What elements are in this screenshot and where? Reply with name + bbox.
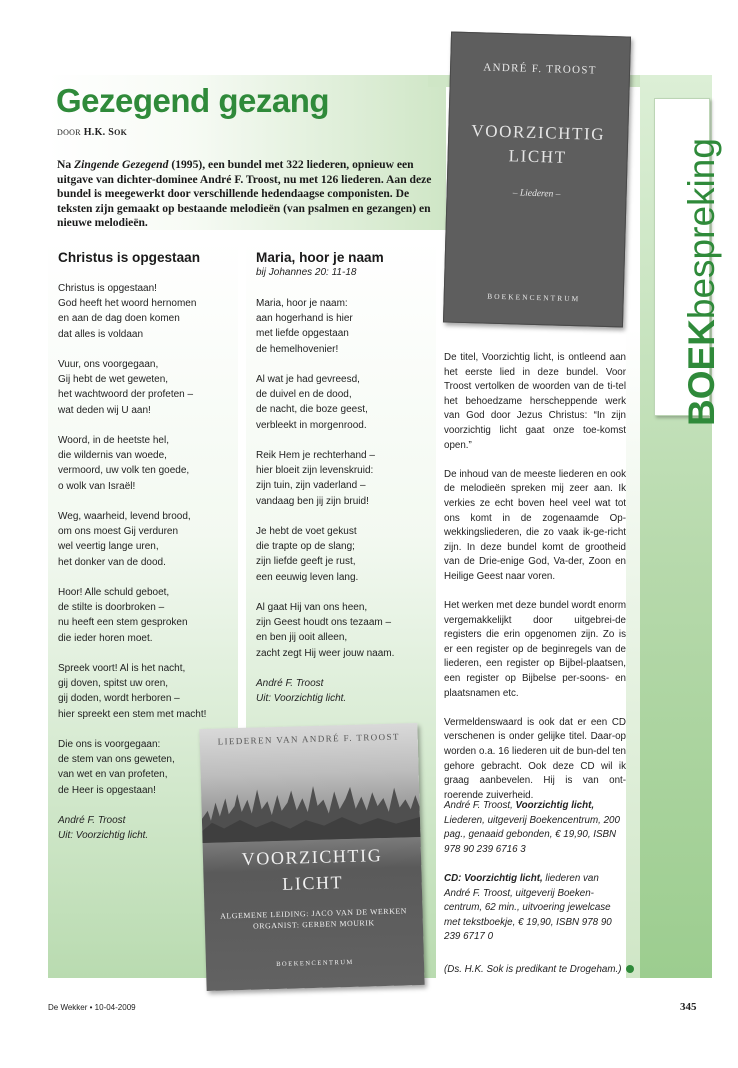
- poem-line: hier bloeit zijn levenskruid:: [256, 465, 374, 477]
- poem-line: Spreek voort! Al is het nacht,: [58, 663, 186, 674]
- cd-reference: [444, 872, 626, 945]
- poem-line: zijn tuin, zijn vaderland –: [256, 480, 366, 492]
- poem-stanza: [256, 524, 394, 585]
- poem-line: nu heeft een stem gesproken: [58, 617, 188, 629]
- poem-line: een eeuwig leven lang.: [256, 571, 359, 583]
- byline-author-first: H.K.: [83, 127, 109, 138]
- poem-line: vandaag ben jij zijn bruid!: [256, 495, 369, 507]
- poem-line: Hoor! Alle schuld geboet,: [58, 587, 170, 598]
- poem-stanza: [58, 509, 206, 570]
- byline-author-initial: S: [108, 127, 115, 138]
- poem-line: Vuur, ons voorgegaan,: [58, 359, 159, 370]
- review-paragraph: De titel, Voorzichtig licht, is ontleend aan het eerste lied in deze bundel. Voor Troost vertolken de woorden van de ti-tel het behoedzame herscheppende werk van God door Jezus Christus: “In zijn voorzichtig licht gaat onze toe-komst open.”: [444, 352, 626, 451]
- poem-line: hier spreekt een stem met macht!: [58, 708, 207, 720]
- poem-stanza: [58, 585, 206, 646]
- book-ref-author: André F. Troost,: [444, 800, 516, 811]
- cd-cover-credit-line2: ORGANIST: GERBEN MOURIK: [252, 918, 375, 931]
- article-title: Gezegend gezang: [56, 82, 330, 119]
- poem-line: Christus is opgestaan!: [58, 283, 157, 294]
- poem-line: Weg, waarheid, levend brood,: [58, 511, 191, 522]
- poem2-subtitle: bij Johannes 20: 11-18: [256, 267, 357, 278]
- poem-line: zijn Geest houdt ons tezaam –: [256, 617, 392, 629]
- book-ref-title: Voorzichtig licht,: [515, 800, 595, 811]
- byline: [57, 127, 127, 138]
- poem-line: Al wat je had gevreesd,: [256, 374, 360, 385]
- footer-publication: De Wekker • 10-04-2009: [48, 1003, 136, 1012]
- author-note-text: (Ds. H.K. Sok is predikant te Drogeham.): [444, 964, 622, 975]
- poem-line: die ieder horen moet.: [58, 632, 153, 644]
- poem-line: o wolk van Israël!: [58, 480, 136, 492]
- cover-publisher: BOEKENCENTRUM: [487, 291, 581, 304]
- review-paragraph: Vermeldenswaard is ook dat er een CD verschenen is onder gelijke titel. Daar-op worden o.a. 16 liederen uit de bun-del ten gehore gebracht. Ook deze CD wil ik graag aanbevelen. Hij is van ont-roerende zuiverheid.: [444, 716, 626, 801]
- byline-prefix: DOOR: [57, 128, 81, 137]
- poem-credit-author: André F. Troost: [58, 815, 126, 826]
- poem-line: vermoord, uw volk ten goede,: [58, 465, 190, 477]
- poem-line: de nacht, die boze geest,: [256, 404, 368, 416]
- end-mark-dot-icon: [626, 965, 634, 973]
- cd-ref-details: liederen van André F. Troost, uitgeverij Boeken-centrum, 62 min., uitvoering jewelcase met tekstboekje, € 19,90, ISBN 978 90 239 6717 0: [444, 872, 612, 943]
- intro-book-title: Zingende Gezegend: [74, 158, 169, 171]
- poem-line: dat alles is voldaan: [58, 328, 144, 340]
- poem-stanza: [58, 661, 206, 722]
- byline-author-rest: OK: [114, 128, 128, 137]
- cd-ref-title: CD: Voorzichtig licht,: [444, 872, 543, 884]
- poem-line: aan hogerhand is hier: [256, 313, 353, 325]
- poem-line: Die ons is voorgegaan:: [58, 739, 161, 750]
- poem-line: God heeft het woord hernomen: [58, 298, 197, 310]
- poem2-body: [256, 296, 394, 706]
- poem-line: en aan de dag doen komen: [58, 313, 180, 325]
- poem-line: van wet en van profeten,: [58, 769, 168, 781]
- cover-author: ANDRÉ F. TROOST: [483, 61, 597, 77]
- poem-line: Maria, hoor je naam:: [256, 298, 348, 309]
- poem-stanza: [256, 448, 394, 509]
- cd-cover-author: LIEDEREN VAN ANDRÉ F. TROOST: [217, 731, 400, 747]
- review-paragraph: De inhoud van de meeste liederen en ook de melodieën spreken mij zeer aan. Ik verkies ze echt boven heel veel wat tot ons komt in de zogenaamde Op-wekkingsliederen, die zo vaak ik-ge-richt zijn. In deze bundel komt de grootheid van de Drie-enige God, Va-der, Zoon en Heilige Geest naar voren.: [444, 468, 626, 582]
- poem-line: Gij hebt de wet geweten,: [58, 374, 169, 386]
- poem-credit: [58, 813, 206, 843]
- cover-title-line2: LICHT: [508, 146, 567, 167]
- poem-line: om ons moest Gij verduren: [58, 526, 179, 538]
- poem-credit: [256, 676, 394, 706]
- section-label-bold: BOEK: [681, 319, 722, 426]
- poem-line: zacht zegt Hij weer jouw naam.: [256, 647, 395, 659]
- poem-line: de stem van ons geweten,: [58, 754, 175, 766]
- poem-line: gij doven, spitst uw oren,: [58, 678, 169, 690]
- cd-cover-title-line2: LICHT: [281, 872, 344, 894]
- poem-line: Je hebt de voet gekust: [256, 526, 357, 537]
- cover-title-line1: VOORZICHTIG: [471, 121, 606, 144]
- section-label-regular: bespreking: [681, 138, 722, 320]
- poem-stanza: [58, 281, 206, 342]
- poem-line: het wachtwoord der profeten –: [58, 389, 194, 401]
- review-paragraph: Het werken met deze bundel wordt enorm vergemakkelijkt door uitgebrei-de registers die erin opgenomen zijn. Zo is er een register op de beginregels van de liederen, een register op Bijbel-plaatsen, een register op Bijbelse per-soons- en plaatsnamen etc.: [444, 600, 626, 699]
- cd-cover-publisher: BOEKENCENTRUM: [276, 958, 354, 969]
- cover-title: [448, 119, 627, 172]
- book-ref-details: Liederen, uitgeverij Boekencentrum, 200 pag., genaaid gebonden, € 19,90, ISBN 978 90 239 6716 3: [444, 814, 620, 855]
- poem-line: de duivel en de dood,: [256, 389, 352, 401]
- author-note: [444, 964, 634, 975]
- poem-stanza: [58, 433, 206, 494]
- poem-line: verbleekt in morgenrood.: [256, 419, 367, 431]
- poem-line: met liefde opgestaan: [256, 328, 349, 340]
- cd-cover-title-line1: VOORZICHTIG: [241, 845, 383, 869]
- bibliographic-info: [444, 799, 626, 960]
- section-label-tab: [630, 92, 734, 428]
- poem-line: zijn liefde geeft je rust,: [256, 556, 356, 568]
- cd-cover-credit-line1: ALGEMENE LEIDING: JACO VAN DE WERKEN: [220, 906, 408, 921]
- poem-line: Reik Hem je rechterhand –: [256, 450, 375, 461]
- poem-stanza: [256, 372, 394, 433]
- cd-cover-credits: [212, 905, 415, 933]
- poem-stanza: [58, 357, 206, 418]
- poem-credit-author: André F. Troost: [256, 678, 324, 689]
- poem-line: gij doden, wordt herboren –: [58, 693, 180, 705]
- poem-line: het donker van de dood.: [58, 556, 166, 568]
- poem-credit-source: Uit: Voorzichtig licht.: [58, 830, 149, 842]
- grass-silhouette-image: [201, 767, 421, 843]
- poem2-title: Maria, hoor je naam: [256, 250, 384, 265]
- poem-line: die trapte op de slang;: [256, 541, 355, 553]
- poem-stanza: [256, 600, 394, 661]
- poem-line: de hemelhovenier!: [256, 343, 339, 355]
- poem-credit-source: Uit: Voorzichtig licht.: [256, 693, 347, 705]
- cd-cover-photo: [199, 723, 424, 991]
- poem-stanza: [256, 296, 394, 357]
- intro-part2: (1995), een bundel met 322 liederen, opnieuw een uitgave van dichter-dominee André F. Troost, nu met 126 liederen. Aan deze bundel is meegewerkt door verschillende hedendaagse componisten. De teksten zijn gemaakt op bestaande melodieën (van psalmen en gezangen) en nieuwe melodieën.: [57, 158, 432, 229]
- poem-line: de stilte is doorbroken –: [58, 602, 165, 614]
- intro-paragraph: [57, 158, 443, 231]
- poem-line: en ben jij ooit alleen,: [256, 632, 348, 644]
- poem-line: Woord, in de heetste hel,: [58, 435, 169, 446]
- book-reference: [444, 799, 626, 857]
- poem-line: Al gaat Hij van ons heen,: [256, 602, 368, 613]
- book-cover-photo: [443, 32, 631, 328]
- poem-stanza: [58, 737, 206, 798]
- intro-part1: Na: [57, 158, 75, 171]
- poem-line: wat deden wij U aan!: [58, 404, 151, 416]
- poem-line: de Heer is opgestaan!: [58, 784, 156, 796]
- cover-subtitle: – Liederen –: [512, 188, 561, 200]
- page-number: 345: [680, 1001, 697, 1013]
- section-label-text: [682, 138, 722, 426]
- poem1-title: Christus is opgestaan: [58, 250, 201, 265]
- poem-line: wel veertig lange uren,: [58, 541, 159, 553]
- poem-line: die wildernis van woede,: [58, 450, 167, 462]
- cd-cover-title: [203, 841, 422, 899]
- review-text: [444, 351, 626, 818]
- poem1-body: [58, 281, 206, 843]
